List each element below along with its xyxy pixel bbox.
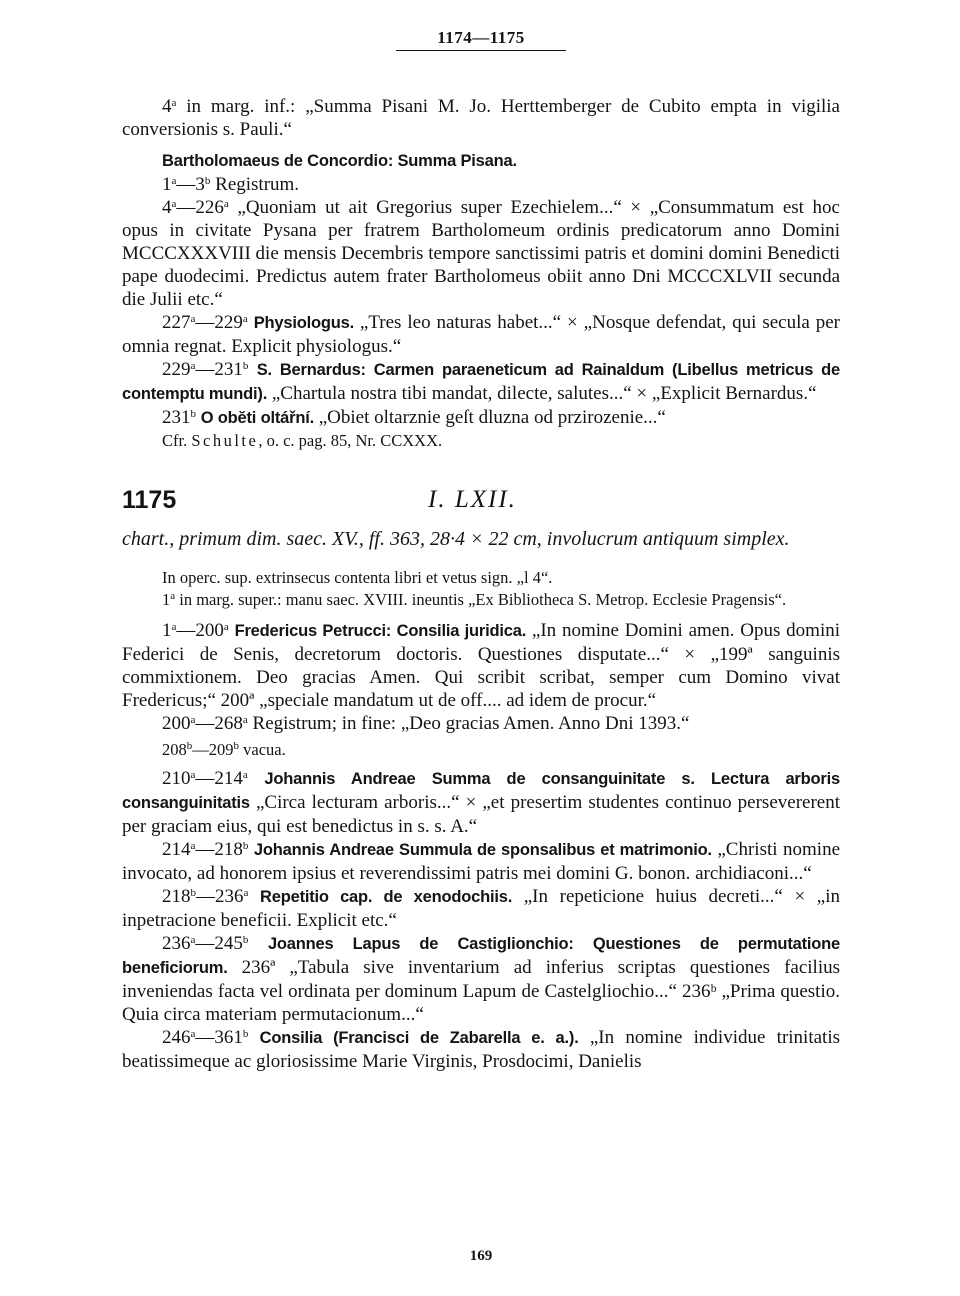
margin-note: 1$^a$ in marg. super.: manu saec. XVIII. ineuntis „Ex Bibliotheca S. Metrop. Ecclesie Pragensis“. bbox=[162, 590, 787, 609]
folio-item: 1$^a$—200$^a$ Fredericus Petrucci: Consilia juridica. „In nomine Domini amen. Opus domini Federici de Senis, decretorum doctoris. Questiones disputate...“ × „199ª sanguinis commixtionem. Deo gracias Amen. Qui scribit scribat, semper cum Domino vivat Fredericus;“ 200ª „speciale mandatum ut de off.... ad idem de procur.“ bbox=[122, 620, 841, 711]
folio-item: 1$^a$—3$^b$ Registrum. bbox=[162, 174, 300, 195]
folio-item: 229$^a$—231$^b$ S. Bernardus: Carmen paraeneticum ad Rainaldum (Libellus metricus de contemptu mundi). „Chartula nostra tibi mandat, dilecte, salutes...“ × „Explicit Bernardus.“ bbox=[122, 359, 841, 404]
physical-description: chart., primum dim. saec. XV., ff. 363, 28·4 × 22 cm, involucrum antiquum simplex. bbox=[122, 528, 790, 550]
cover-note: In operc. sup. extrinsecus contenta libri et vetus sign. „l 4“. bbox=[162, 568, 553, 587]
folio-item: 210$^a$—214$^a$ Johannis Andreae Summa de consanguinitate s. Lectura arboris consanguinitatis „Circa lecturam arboris...“ × „et presertim studentes continuo persevererent per graciam eius, qui est benedictus in s. s. A.“ bbox=[122, 768, 840, 837]
running-header bbox=[122, 28, 840, 51]
contents-list bbox=[122, 619, 840, 1073]
folio-item: 208$^b$—209$^b$ vacua. bbox=[162, 740, 286, 759]
margin-note: 4$^a$ in marg. inf.: „Summa Pisani M. Jo. Herttemberger de Cubito empta in vigilia conversionis s. Pauli.“ bbox=[122, 96, 840, 140]
entry-heading bbox=[122, 482, 840, 526]
folio-item: 231$^b$ O obĕti oltářní. „Obiet oltarznie geſt dluzna od przirozenie...“ bbox=[162, 407, 666, 428]
work-title: Bartholomaeus de Concordio: Summa Pisana. bbox=[162, 152, 517, 170]
shelf-signature: I. LXII. bbox=[428, 486, 517, 513]
folio-item: 4$^a$—226$^a$ „Quoniam ut ait Gregorius super Ezechielem...“ × „Consummatum est hoc opus in civitate Pysana per fratrem Bartholomeum ordinis predicatorum anno Domini MCCCXXXVIII die mensis Decembris tempore sanctissimi patris et domini domini Benedicti pape duodecimi. Predictus autem frater Bartholomeus obiit anno Dni MCCCXLVII secunda die Julii etc.“ bbox=[122, 197, 840, 310]
folio-item: 214$^a$—218$^b$ Johannis Andreae Summula de sponsalibus et matrimonio. „Christi nomine invocato, ad honorem ipsius et reverendissimi patris mei domini G. bonon. archidiaconi...“ bbox=[122, 839, 841, 884]
page-number: 169 bbox=[469, 1248, 493, 1264]
reference-note: Cfr. Schulte, o. c. pag. 85, Nr. CCXXX. bbox=[162, 431, 443, 450]
entry-number: 1175 bbox=[122, 486, 177, 514]
folio-item: 227$^a$—229$^a$ Physiologus. „Tres leo naturas habet...“ × „Nosque defendat, qui secula per omnia regnat. Explicit physiologus.“ bbox=[122, 312, 840, 357]
folio-item: 246$^a$—361$^b$ Consilia (Francisci de Zabarella e. a.). „In nomine individue trinitatis beatissimeque ac gloriosissime Marie Virginis, Prosdocimi, Danielis bbox=[122, 1027, 840, 1072]
folio-item: 236$^a$—245$^b$ Joannes Lapus de Castiglionchio: Questiones de permutatione beneficiorum. 236ª „Tabula sive inventarium ad inferius scriptas questiones facilius inveniendas facta vel ordinata per dominum Lapum de Castelgliochio...“ 236ᵇ „Prima questio. Quia circa materiam permutacionum...“ bbox=[122, 933, 840, 1025]
folio-item: 218$^b$—236$^a$ Repetitio cap. de xenodochiis. „In repeticione huius decreti...“ × „in inpetracione beneficii. Explicit etc.“ bbox=[122, 886, 841, 931]
page-range: 1174—1175 bbox=[396, 28, 566, 51]
catalogue-page bbox=[122, 28, 841, 1264]
folio-item: 200$^a$—268$^a$ Registrum; in fine: „Deo gracias Amen. Anno Dni 1393.“ bbox=[162, 713, 690, 734]
